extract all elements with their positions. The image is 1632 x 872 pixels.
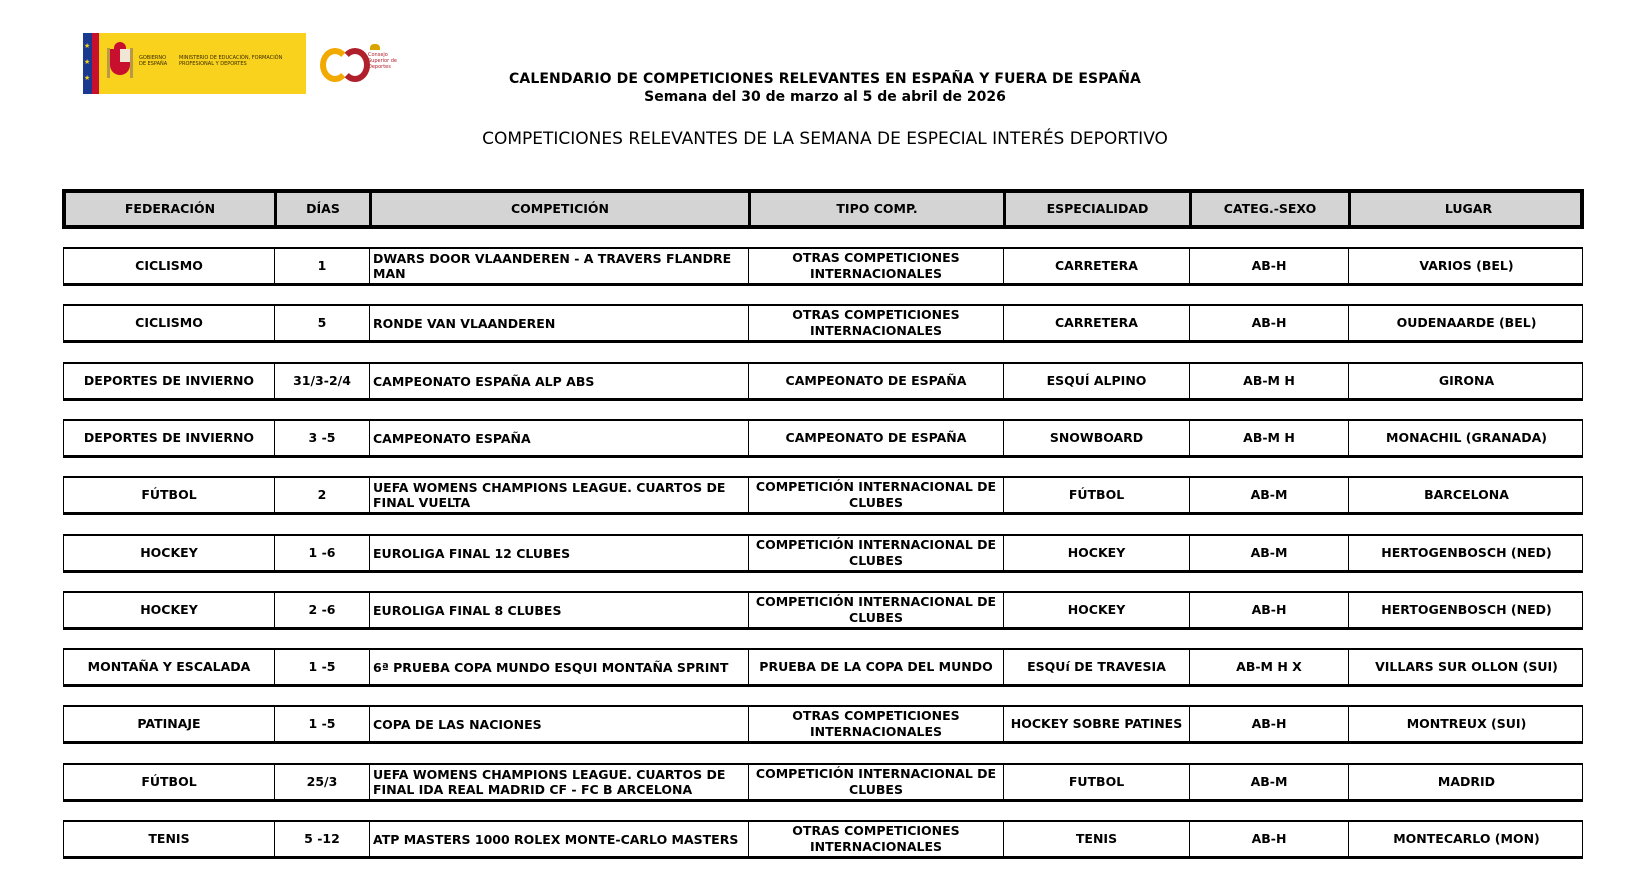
federacion-cell: MONTAÑA Y ESCALADA [64,650,275,684]
table-header [62,189,1584,229]
federacion-cell: PATINAJE [64,707,275,741]
table-row [63,304,1583,343]
categ-cell: AB-H [1190,593,1349,627]
especialidad-cell: HOCKEY SOBRE PATINES [1004,707,1190,741]
categ-cell: AB-M H [1190,364,1349,398]
categ-cell: AB-H [1190,822,1349,856]
lugar-cell: OUDENAARDE (BEL) [1396,315,1537,330]
especialidad-cell: CARRETERA [1004,249,1190,283]
federacion-cell: TENIS [64,822,275,856]
tipo-cell: OTRAS COMPETICIONES INTERNACIONALES [749,707,1004,741]
col-tipo: TIPO COMP. [751,193,1006,225]
tipo-cell: COMPETICIÓN INTERNACIONAL DE CLUBES [749,765,1004,799]
dias-cell: 25/3 [275,765,370,799]
lugar-cell: BARCELONA [1424,487,1509,502]
federacion-cell: DEPORTES DE INVIERNO [64,364,275,398]
federacion-cell: HOCKEY [64,536,275,570]
lugar-cell: HERTOGENBOSCH (NED) [1381,545,1552,560]
table-row [63,362,1583,401]
section-subtitle: COMPETICIONES RELEVANTES DE LA SEMANA DE ESPECIAL INTERÉS DEPORTIVO [482,129,1168,149]
dias-cell: 31/3-2/4 [275,364,370,398]
categ-cell: AB-M [1190,536,1349,570]
lugar-cell: MONTECARLO (MON) [1393,831,1540,846]
federacion-cell: FÚTBOL [64,478,275,512]
especialidad-cell: HOCKEY [1004,536,1190,570]
col-dias: DÍAS [277,193,372,225]
dias-cell: 1 -5 [275,650,370,684]
tipo-cell: COMPETICIÓN INTERNACIONAL DE CLUBES [749,593,1004,627]
dias-cell: 1 -6 [275,536,370,570]
lugar-cell: MONACHIL (GRANADA) [1386,430,1547,445]
dias-cell: 1 -5 [275,707,370,741]
competicion-cell: CAMPEONATO ESPAÑA ALP ABS [370,364,749,398]
table-row [63,705,1583,744]
document-title: CALENDARIO DE COMPETICIONES RELEVANTES EN ESPAÑA Y FUERA DE ESPAÑA [509,71,1141,87]
table-row [63,820,1583,859]
categ-cell: AB-H [1190,249,1349,283]
dias-cell: 5 [275,306,370,340]
col-categ: CATEG.-SEXO [1192,193,1351,225]
categ-cell: AB-M H [1190,421,1349,455]
crown-icon [370,44,380,50]
table-row [63,534,1583,573]
tipo-cell: COMPETICIÓN INTERNACIONAL DE CLUBES [749,536,1004,570]
especialidad-cell: ESQUÍ ALPINO [1004,364,1190,398]
federacion-cell: DEPORTES DE INVIERNO [64,421,275,455]
competicion-cell: UEFA WOMENS CHAMPIONS LEAGUE. CUARTOS DE FINAL IDA REAL MADRID CF - FC B ARCELONA [370,765,749,799]
csd-text: Consejo Superior de Deportes [368,52,397,70]
especialidad-cell: CARRETERA [1004,306,1190,340]
col-competicion: COMPETICIÓN [372,193,751,225]
competicion-cell: CAMPEONATO ESPAÑA [370,421,749,455]
dias-cell: 2 -6 [275,593,370,627]
dias-cell: 3 -5 [275,421,370,455]
especialidad-cell: FÚTBOL [1004,478,1190,512]
competicion-cell: DWARS DOOR VLAANDEREN - A TRAVERS FLANDRE MAN [370,249,749,283]
col-lugar: LUGAR [1444,201,1493,216]
gobierno-text: GOBIERNO DE ESPAÑA [139,55,168,67]
table-row [63,648,1583,687]
col-federacion: FEDERACIÓN [66,193,277,225]
eu-stars-icon: ★ ★ ★ [83,33,92,94]
tipo-cell: OTRAS COMPETICIONES INTERNACIONALES [749,249,1004,283]
tipo-cell: CAMPEONATO DE ESPAÑA [749,364,1004,398]
dias-cell: 5 -12 [275,822,370,856]
lugar-cell: HERTOGENBOSCH (NED) [1381,602,1552,617]
tipo-cell: CAMPEONATO DE ESPAÑA [749,421,1004,455]
tipo-cell: OTRAS COMPETICIONES INTERNACIONALES [749,822,1004,856]
dias-cell: 1 [275,249,370,283]
especialidad-cell: SNOWBOARD [1004,421,1190,455]
tipo-cell: COMPETICIÓN INTERNACIONAL DE CLUBES [749,478,1004,512]
ministerio-text: MINISTERIO DE EDUCACIÓN, FORMACIÓN PROFESIONAL Y DEPORTES [179,55,283,67]
competicion-cell: EUROLIGA FINAL 8 CLUBES [370,593,749,627]
federacion-cell: FÚTBOL [64,765,275,799]
categ-cell: AB-M H X [1190,650,1349,684]
dias-cell: 2 [275,478,370,512]
lugar-cell: MONTREUX (SUI) [1406,716,1527,731]
competicion-cell: 6ª PRUEBA COPA MUNDO ESQUI MONTAÑA SPRINT [370,650,749,684]
especialidad-cell: FUTBOL [1004,765,1190,799]
col-especialidad: ESPECIALIDAD [1006,193,1192,225]
table-row [63,419,1583,458]
lugar-cell: MADRID [1437,774,1496,789]
federacion-cell: CICLISMO [64,249,275,283]
categ-cell: AB-M [1190,765,1349,799]
especialidad-cell: TENIS [1004,822,1190,856]
federacion-cell: CICLISMO [64,306,275,340]
table-row [63,476,1583,515]
lugar-cell: GIRONA [1438,373,1495,388]
competicion-cell: COPA DE LAS NACIONES [370,707,749,741]
table-row [63,763,1583,802]
competicion-cell: EUROLIGA FINAL 12 CLUBES [370,536,749,570]
lugar-cell: VILLARS SUR OLLON (SUI) [1375,659,1558,674]
table-row [63,591,1583,630]
categ-cell: AB-H [1190,707,1349,741]
lugar-cell: VARIOS (BEL) [1419,258,1514,273]
table-row [63,247,1583,286]
especialidad-cell: ESQUí DE TRAVESIA [1004,650,1190,684]
categ-cell: AB-H [1190,306,1349,340]
tipo-cell: PRUEBA DE LA COPA DEL MUNDO [749,650,1004,684]
categ-cell: AB-M [1190,478,1349,512]
week-range: Semana del 30 de marzo al 5 de abril de 2026 [644,89,1006,105]
tipo-cell: OTRAS COMPETICIONES INTERNACIONALES [749,306,1004,340]
federacion-cell: HOCKEY [64,593,275,627]
competicion-cell: ATP MASTERS 1000 ROLEX MONTE-CARLO MASTERS [370,822,749,856]
competicion-cell: RONDE VAN VLAANDEREN [370,306,749,340]
especialidad-cell: HOCKEY [1004,593,1190,627]
competicion-cell: UEFA WOMENS CHAMPIONS LEAGUE. CUARTOS DE FINAL VUELTA [370,478,749,512]
